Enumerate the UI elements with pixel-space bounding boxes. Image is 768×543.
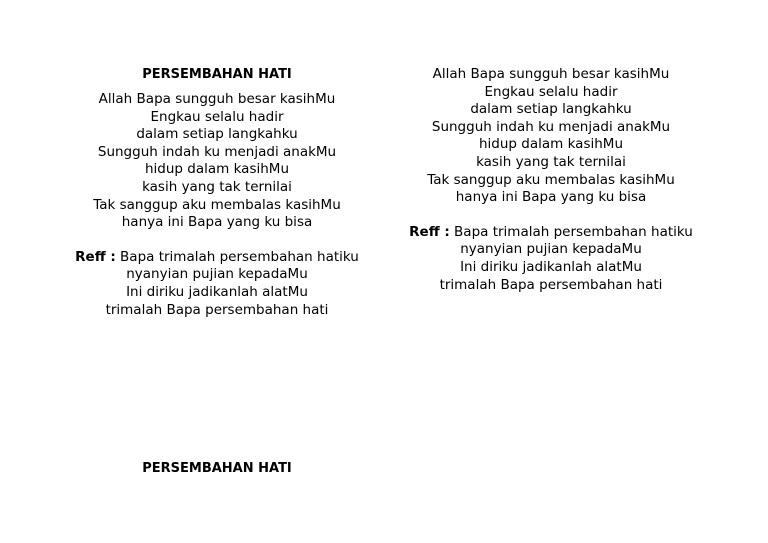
reff-text: Bapa trimalah persembahan hatiku	[454, 223, 693, 240]
verse-line: hidup dalam kasihMu	[145, 161, 289, 178]
song-title-bottom: PERSEMBAHAN HATI	[142, 461, 292, 476]
reff-first-line	[75, 249, 359, 267]
verse-line: Allah Bapa sungguh besar kasihMu	[98, 91, 336, 107]
verse-line: Engkau selalu hadir	[484, 83, 618, 100]
verse-line: Allah Bapa sungguh besar kasihMu	[432, 66, 670, 82]
verse-line: Engkau selalu hadir	[150, 108, 284, 125]
verse-line: Sungguh indah ku menjadi anakMu	[431, 118, 671, 135]
reff-label: Reff :	[409, 223, 450, 240]
reff-line: Ini diriku jadikanlah alatMu	[126, 283, 308, 300]
verse-line: Tak sanggup aku membalas kasihMu	[427, 171, 675, 188]
verse-line: kasih yang tak ternilai	[476, 153, 626, 170]
verse-line: hidup dalam kasihMu	[479, 136, 623, 153]
verse-line: Sungguh indah ku menjadi anakMu	[97, 143, 337, 160]
verse-line: hanya ini Bapa yang ku bisa	[121, 214, 313, 231]
reff-line: nyanyian pujian kepadaMu	[460, 241, 642, 258]
verse-line: dalam setiap langkahku	[136, 126, 298, 143]
verse-line: dalam setiap langkahku	[470, 101, 632, 118]
song-title: PERSEMBAHAN HATI	[142, 67, 292, 82]
left-lyrics-block	[75, 66, 359, 319]
verse-line: Tak sanggup aku membalas kasihMu	[93, 196, 341, 213]
reff-first-line	[409, 224, 693, 242]
right-lyrics-block	[409, 66, 693, 294]
reff-line: nyanyian pujian kepadaMu	[126, 266, 308, 283]
reff-line: Ini diriku jadikanlah alatMu	[460, 258, 642, 275]
reff-text: Bapa trimalah persembahan hatiku	[120, 248, 359, 265]
reff-line: trimalah Bapa persembahan hati	[105, 301, 329, 318]
verse-line: hanya ini Bapa yang ku bisa	[455, 189, 647, 206]
reff-line: trimalah Bapa persembahan hati	[439, 276, 663, 293]
verse-line: kasih yang tak ternilai	[142, 178, 292, 195]
reff-label: Reff :	[75, 248, 116, 265]
